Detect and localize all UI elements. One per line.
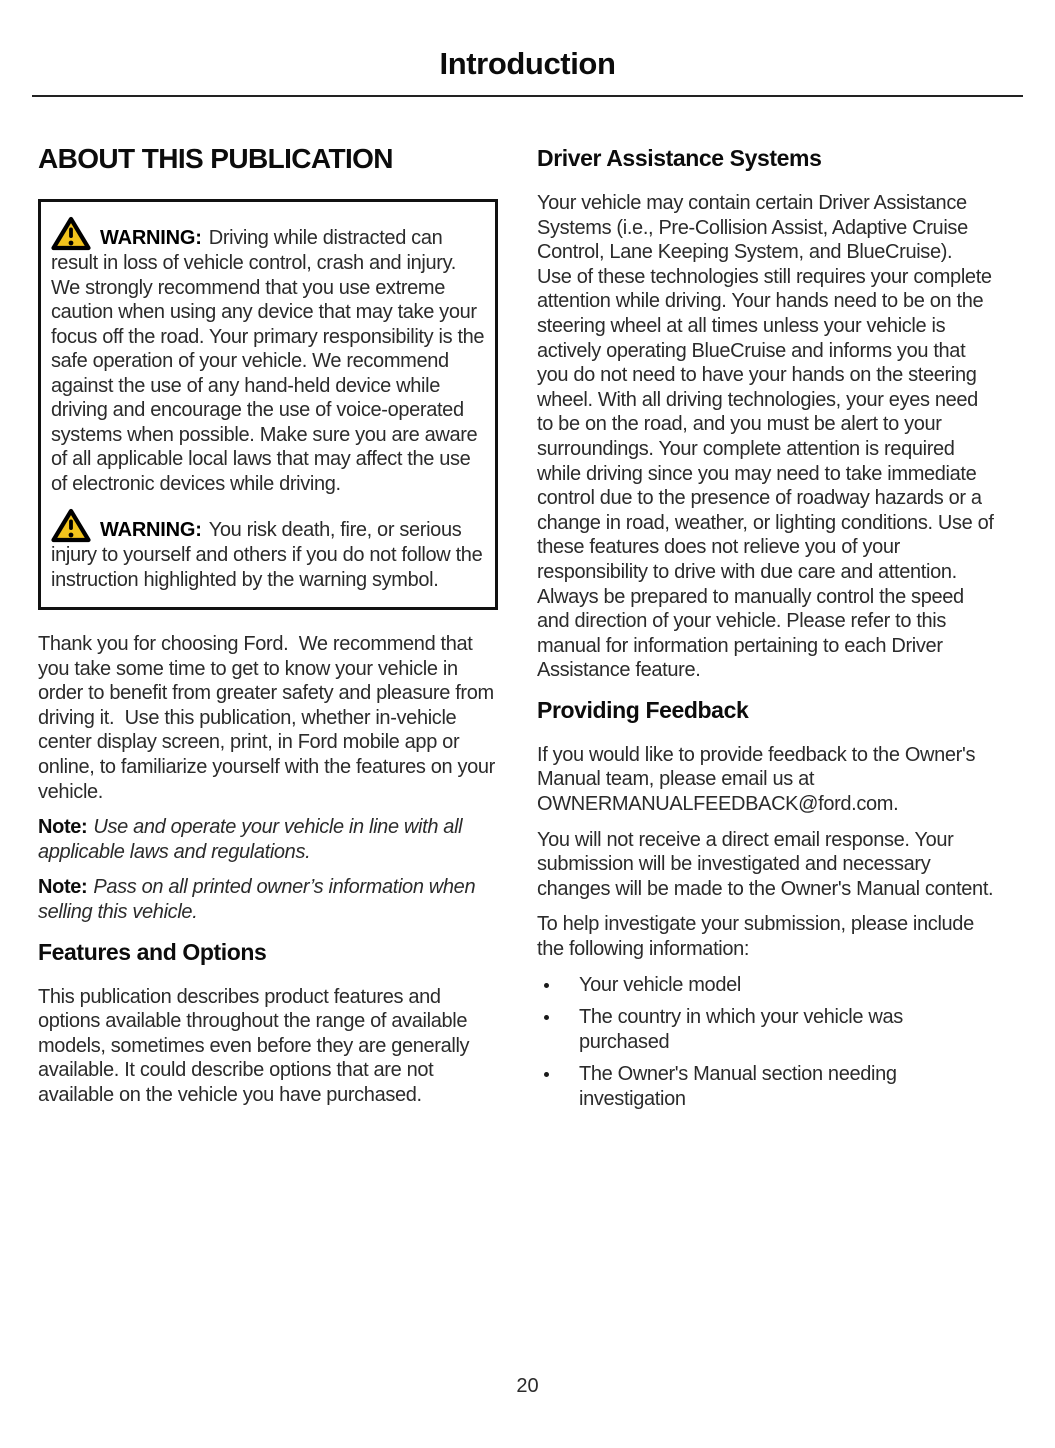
feedback-info-paragraph: To help investigate your submission, please include the following information: [537, 913, 980, 961]
features-paragraph: This publication describes product features and options available throughout the range of available models, sometimes even before they are generally available. It could describe options that are not available on the vehicle you have purchased. [38, 985, 475, 1106]
driver-assistance-paragraph: Your vehicle may contain certain Driver Assistance Systems (i.e., Pre-Collision Assist, Adaptive Cruise Control, Lane Keeping System, and BlueCruise). Use of these technologies still requires your complete attention while driving. Your hands need to be on the steering wheel at all times unless your vehicle is actively operating BlueCruise and informs you that you do not need to have your hands on the steering wheel. With all driving technologies, your eyes need to be on the road, and you must be alert to your surroundings. Your complete attention is required while driving since you may need to take immediate control due to the presence of roadway hazards or a change in road, weather, or lighting conditions. Use of these features does not relieve you of your responsibility to drive with due care and attention. Always be prepared to manually control the speed and direction of your vehicle. Please refer to this manual for information pertaining to each Driver Assistance feature. [537, 192, 999, 682]
note-laws [38, 815, 498, 864]
warning-text: You risk death, fire, or serious injury to yourself and others if you do not follow the instruction highlighted by the warning symbol. [51, 519, 483, 591]
feedback-response-paragraph: You will not receive a direct email response. Your submission will be investigated and necessary changes will be made to the Owner's Manual content. [537, 828, 994, 900]
feedback-email-paragraph: If you would like to provide feedback to the Owner's Manual team, please email us at OWNERMANUALFEEDBACK@ford.com. [537, 743, 981, 816]
note-label: Note: [38, 876, 88, 899]
warning-triangle-icon [51, 508, 91, 543]
warning-label: WARNING: [100, 227, 202, 249]
note-label: Note: [38, 816, 88, 839]
title-divider [32, 95, 1023, 97]
providing-feedback-heading: Providing Feedback [537, 696, 749, 723]
right-column [537, 127, 997, 1120]
feedback-bullet-list [537, 973, 997, 1112]
note-pass-on [38, 875, 498, 924]
warning-box [38, 199, 498, 610]
warning-paragraph [51, 508, 486, 592]
list-item-text: The country in which your vehicle was purchased [579, 1006, 903, 1053]
bullet-icon [544, 1015, 549, 1020]
page-title: Introduction [439, 46, 616, 81]
list-item-text: Your vehicle model [579, 973, 741, 996]
note-text: Pass on all printed owner’s information when selling this vehicle. [38, 876, 476, 923]
note-text: Use and operate your vehicle in line with all applicable laws and regulations. [38, 816, 463, 863]
driver-assistance-heading: Driver Assistance Systems [537, 145, 822, 171]
warning-paragraph [51, 216, 486, 496]
list-item-text: The Owner's Manual section needing investigation [579, 1063, 897, 1110]
bullet-icon [544, 983, 549, 988]
warning-label: WARNING: [100, 519, 202, 541]
about-this-publication-heading: ABOUT THIS PUBLICATION [38, 143, 393, 174]
warning-triangle-icon [51, 216, 91, 251]
left-column [38, 127, 501, 1120]
features-and-options-heading: Features and Options [38, 938, 267, 965]
bullet-icon [544, 1072, 549, 1077]
list-item [537, 1005, 997, 1054]
list-item [537, 1062, 997, 1111]
intro-paragraph: Thank you for choosing Ford. We recommend that you take some time to get to know your vehicle in order to benefit from greater safety and pleasure from driving it. Use this publication, whether in-vehicle center display screen, print, in Ford mobile app or online, to familiarize yourself with the features on your vehicle. [38, 633, 501, 803]
list-item [537, 973, 997, 998]
page-number: 20 [516, 1375, 539, 1397]
content-columns [0, 127, 1055, 1120]
warning-text: Driving while distracted can result in loss of vehicle control, crash and injury. We strongly recommend that you use extreme caution when using any device that may take your focus off the road. Your primary responsibility is the safe operation of your vehicle. We recommend against the use of any hand-held device while driving and encourage the use of voice-operated systems when possible. Make sure you are aware of all applicable local laws that may affect the use of electronic devices while driving. [51, 227, 485, 495]
